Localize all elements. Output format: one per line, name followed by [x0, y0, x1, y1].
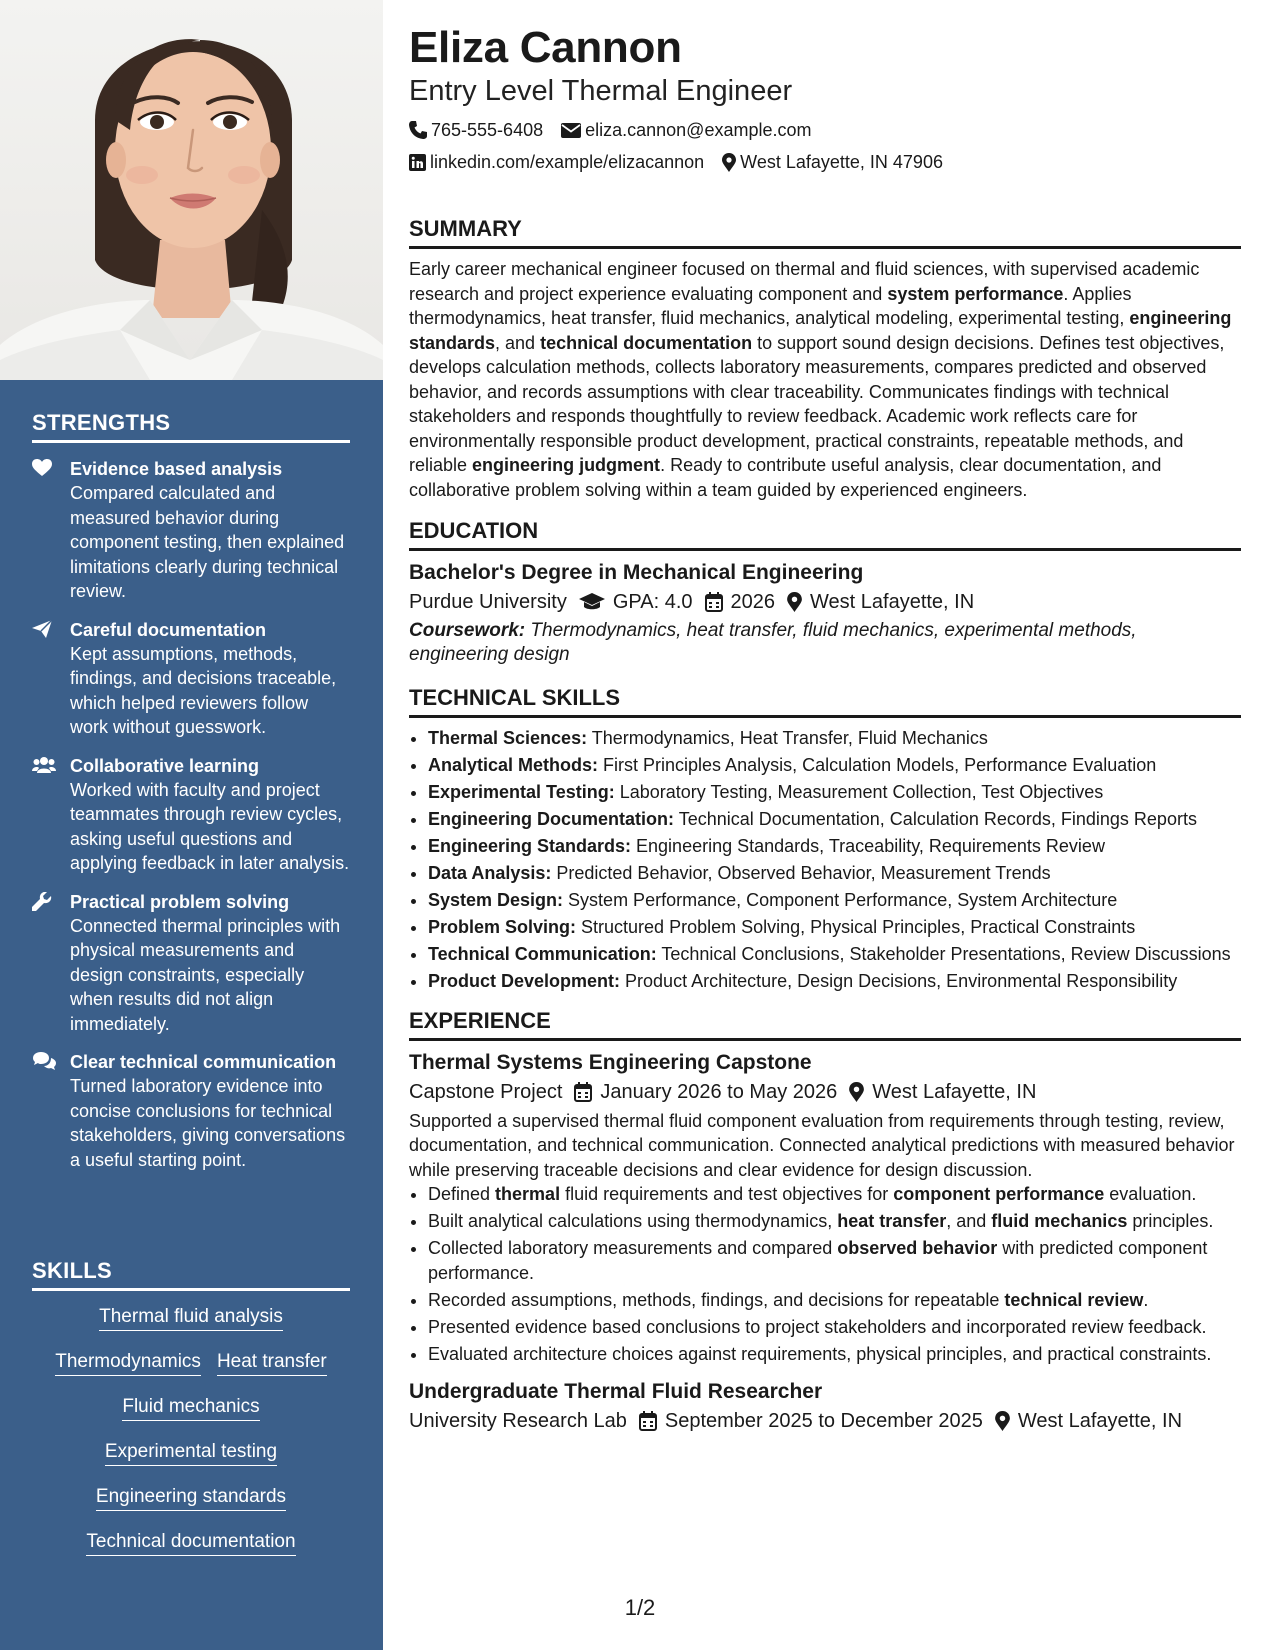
education-meta: [409, 587, 1241, 617]
strengths-heading: STRENGTHS: [32, 410, 350, 443]
job-dates: September 2025 to December 2025: [664, 1410, 983, 1432]
summary-section: [409, 216, 1241, 502]
skill-tag: Technical documentation: [86, 1530, 295, 1556]
contact-row: [409, 146, 1241, 178]
skill-tag: Thermal fluid analysis: [99, 1305, 283, 1331]
email-text: eliza.cannon@example.com: [585, 120, 812, 140]
graduation-year: 2026: [730, 591, 776, 613]
calendar-icon: [574, 1082, 592, 1102]
list-item: • Data Analysis: Predicted Behavior, Observed Behavior, Measurement Trends: [428, 861, 1241, 886]
users-icon: [32, 754, 70, 876]
job-summary: Supported a supervised thermal fluid component evaluation from requirements through testing, review, documentation, and technical communication. Connected analytical predictions with measured behavior while preserving traceable decisions and clear evidence for design discussion.: [409, 1110, 1235, 1180]
strength-item: [32, 457, 350, 604]
map-marker-icon: [787, 592, 802, 612]
list-item: • Presented evidence based conclusions to project stakeholders and incorporated review feedback.: [428, 1315, 1241, 1340]
strength-description: Kept assumptions, methods, findings, and decisions traceable, which helped reviewers follow work without guesswork.: [70, 643, 337, 737]
strength-description: Compared calculated and measured behavior during component testing, then explained limitations clearly during technical review.: [70, 483, 345, 601]
linkedin-text: linkedin.com/example/elizacannon: [430, 152, 705, 172]
education-heading: EDUCATION: [409, 518, 1241, 551]
list-item: • System Design: System Performance, Component Performance, System Architecture: [428, 888, 1241, 913]
list-item: • Technical Communication: Technical Conclusions, Stakeholder Presentations, Review Discussions: [428, 942, 1241, 967]
skill-tag: Heat transfer: [217, 1350, 327, 1376]
page-number: 1/2: [624, 1595, 656, 1620]
job-meta: [409, 1077, 1241, 1107]
gpa: GPA: 4.0: [612, 591, 693, 613]
job-title: Thermal Systems Engineering Capstone: [409, 1050, 812, 1074]
list-item: • Evaluated architecture choices against requirements, physical principles, and practical constraints.: [428, 1342, 1241, 1367]
list-item: • Collected laboratory measurements and compared observed behavior with predicted component performance.: [428, 1236, 1241, 1285]
job-organization: Capstone Project: [409, 1080, 563, 1103]
job-organization: University Research Lab: [409, 1410, 627, 1432]
skill-tag: Engineering standards: [96, 1485, 286, 1511]
skill-tag: Thermodynamics: [55, 1350, 201, 1376]
job-title: Undergraduate Thermal Fluid Researcher: [409, 1380, 823, 1403]
job-meta: [409, 1406, 1241, 1436]
phone-text: 765-555-6408: [431, 120, 544, 140]
list-item: • Engineering Standards: Engineering Standards, Traceability, Requirements Review: [428, 834, 1241, 859]
coursework: Coursework: Thermodynamics, heat transfer, fluid mechanics, experimental methods, engineering design: [409, 620, 1137, 665]
skills-heading: SKILLS: [32, 1258, 350, 1291]
strengths-section: [32, 410, 350, 1186]
job-location: West Lafayette, IN: [872, 1080, 1037, 1103]
experience-section: [409, 1008, 1241, 1437]
strength-item: [32, 1050, 350, 1172]
envelope-icon: [561, 123, 581, 138]
strength-title: Evidence based analysis: [70, 459, 283, 479]
experience-heading: EXPERIENCE: [409, 1008, 1241, 1041]
strength-item: [32, 890, 350, 1037]
strength-title: Collaborative learning: [70, 755, 260, 776]
phone-icon: [409, 121, 427, 139]
summary-text: Early career mechanical engineer focused on thermal and fluid sciences, with supervised academic research and project experience evaluating component and system performance. Applies thermodynamics, heat transfer, fluid mechanics, analytical modeling, experimental testing, engineering standards, and technical documentation to support sound design decisions. Defines test objectives, develops calculation methods, collects laboratory measurements, compares predicted and observed behavior, and records assumptions with clear traceability. Communicates findings with technical stakeholders and responds thoughtfully to review feedback. Academic work reflects care for environmentally responsible product development, practical constraints, repeatable methods, and reliable engineering judgment. Ready to contribute useful analysis, clear documentation, and collaborative problem solving within a team guided by experienced engineers.: [409, 259, 1232, 500]
skill-tag: Fluid mechanics: [122, 1395, 259, 1421]
list-item: • Recorded assumptions, methods, findings, and decisions for repeatable technical review.: [428, 1288, 1241, 1313]
linkedin-contact[interactable]: [409, 146, 704, 178]
comments-icon: [32, 1050, 70, 1172]
linkedin-icon: [409, 154, 426, 171]
strength-description: Turned laboratory evidence into concise conclusions for technical stakeholders, giving conversations a useful starting point.: [70, 1076, 346, 1170]
graduation-cap-icon: [579, 593, 605, 611]
strength-description: Worked with faculty and project teammates through review cycles, asking useful questions and applying feedback in later analysis.: [70, 779, 350, 873]
paper-plane-icon: [32, 618, 70, 740]
location-text: West Lafayette, IN 47906: [740, 152, 943, 172]
strength-description: Connected thermal principles with physical measurements and design constraints, especially when results did not align immediately.: [70, 915, 341, 1034]
location-contact: [722, 146, 943, 178]
map-marker-icon: [995, 1411, 1010, 1431]
phone-contact[interactable]: [409, 114, 543, 146]
map-marker-icon: [722, 153, 736, 172]
education-location: West Lafayette, IN: [810, 591, 975, 613]
job-dates: January 2026 to May 2026: [600, 1080, 838, 1103]
list-item: • Thermal Sciences: Thermodynamics, Heat Transfer, Fluid Mechanics: [428, 726, 1241, 751]
summary-heading: SUMMARY: [409, 216, 1241, 249]
main-content: [409, 22, 1241, 1436]
list-item: • Problem Solving: Structured Problem Solving, Physical Principles, Practical Constraints: [428, 915, 1241, 940]
strength-title: Careful documentation: [70, 619, 267, 640]
education-section: [409, 518, 1241, 667]
list-item: • Analytical Methods: First Principles Analysis, Calculation Models, Performance Evaluation: [428, 753, 1241, 778]
strength-title: Practical problem solving: [70, 891, 290, 912]
wrench-icon: [32, 890, 70, 1037]
email-contact[interactable]: [561, 114, 811, 146]
strength-item: [32, 618, 350, 740]
job-location: West Lafayette, IN: [1017, 1410, 1183, 1432]
map-marker-icon: [849, 1082, 864, 1102]
sidebar: [0, 0, 383, 1650]
profile-photo: [0, 0, 383, 380]
portrait-illustration: [0, 0, 383, 380]
job-entry: [409, 1049, 1241, 1367]
heart-icon: [32, 457, 70, 604]
degree-title: Bachelor's Degree in Mechanical Engineering: [409, 561, 864, 584]
strength-item: [32, 754, 350, 876]
skills-section: [32, 1258, 350, 1575]
list-item: • Product Development: Product Architecture, Design Decisions, Environmental Responsibility: [428, 969, 1241, 994]
technical-skills-heading: TECHNICAL SKILLS: [409, 685, 1241, 718]
list-item: • Engineering Documentation: Technical Documentation, Calculation Records, Findings Reports: [428, 807, 1241, 832]
strength-title: Clear technical communication: [70, 1052, 337, 1072]
list-item: • Experimental Testing: Laboratory Testing, Measurement Collection, Test Objectives: [428, 780, 1241, 805]
technical-skills-section: [409, 685, 1241, 994]
candidate-role: Entry Level Thermal Engineer: [409, 75, 793, 107]
calendar-icon: [705, 592, 723, 612]
list-item: • Built analytical calculations using thermodynamics, heat transfer, and fluid mechanics principles.: [428, 1209, 1241, 1234]
contact-row: [409, 114, 1241, 146]
calendar-icon: [639, 1411, 657, 1431]
technical-skills-list: [409, 726, 1241, 994]
job-bullets: [409, 1182, 1241, 1366]
list-item: • Defined thermal fluid requirements and test objectives for component performance evaluation.: [428, 1182, 1241, 1207]
skill-tag: Experimental testing: [105, 1440, 277, 1466]
job-entry: [409, 1378, 1241, 1436]
candidate-name: Eliza Cannon: [409, 23, 682, 72]
school-name: Purdue University: [409, 591, 567, 613]
